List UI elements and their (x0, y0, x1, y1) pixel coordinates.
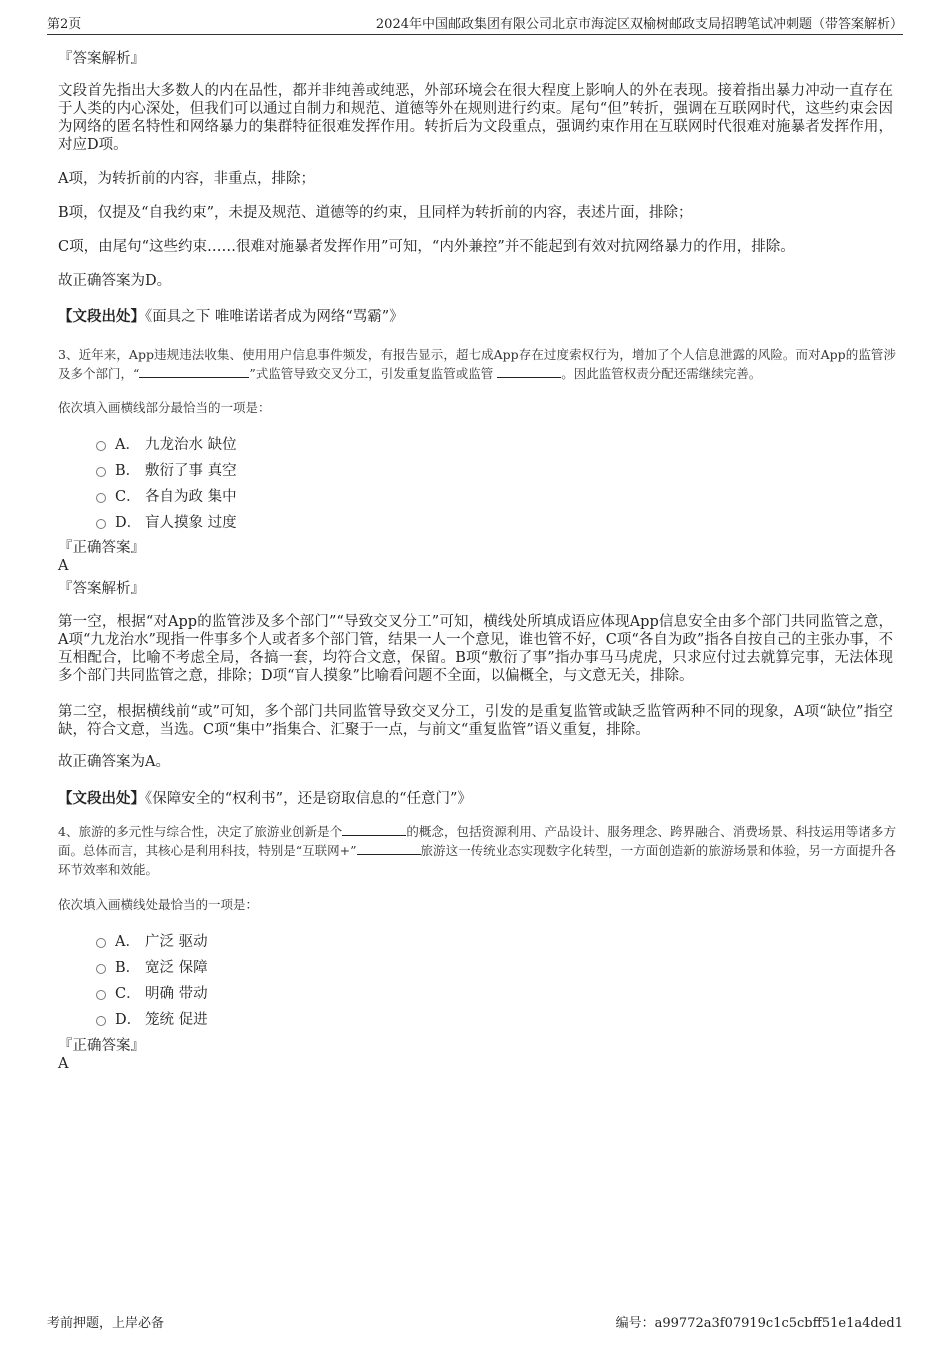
q2-analysis-p3: B项，仅提及“自我约束”，未提及规范、道德等的约束，且同样为转折前的内容，表述片面，排除； (58, 205, 693, 221)
q3-stem-part2: ”式监管导致交叉分工，引发重复监管或监管 (249, 366, 494, 381)
radio-icon[interactable] (96, 964, 106, 974)
q2-source-label: 【文段出处】 (58, 308, 145, 325)
q4-answer-label: 『正确答案』 (58, 1038, 145, 1054)
q3-stem-part1: 3、近年来，App违规违法收集、使用用户信息事件频发，有报告显示，超七成App存在过度索权行为，增加了个人信息泄露的风险。而对App的监管涉及多个部门，“ (58, 347, 896, 381)
q4-blank-1 (342, 823, 406, 836)
q4-instruction: 依次填入画横线处最恰当的一项是： (58, 897, 259, 912)
page-footer (47, 1312, 903, 1331)
q3-analysis-label: 『答案解析』 (58, 581, 145, 597)
q3-option-a-letter: A． (115, 437, 140, 453)
q3-answer-label: 『正确答案』 (58, 540, 145, 556)
q2-source (58, 305, 404, 326)
q4-option-c-letter: C． (115, 986, 141, 1002)
q4-option-a-text: 广泛 驱动 (145, 934, 208, 950)
q3-stem (58, 345, 896, 383)
q3-option-c[interactable] (96, 485, 237, 506)
q4-option-c-text: 明确 带动 (145, 986, 208, 1002)
document-title: 2024年中国邮政集团有限公司北京市海淀区双榆树邮政支局招聘笔试冲刺题（带答案解析） (375, 17, 903, 32)
q3-analysis-p2: 第二空，根据横线前“或”可知，多个部门共同监管导致交叉分工，引发的是重复监管或缺乏监管两种不同的现象，A项“缺位”指空缺，符合文意，当选。C项“集中”指集合、汇聚于一点，与前文“重复监管”语义重复，排除。 (58, 704, 893, 738)
q3-option-c-letter: C． (115, 489, 141, 505)
page-header (47, 14, 903, 35)
radio-icon[interactable] (96, 467, 106, 477)
q3-answer: A (58, 558, 69, 574)
q3-blank-1 (139, 365, 249, 378)
q4-option-b-text: 宽泛 保障 (145, 960, 208, 976)
q4-stem-part2: 的概念，包括资源利用、产品设计、服务理念、跨界融合、消费场景、科技运用等诸多方面。总体而言，其核心是利用科技，特别是“互联网+” (58, 824, 896, 858)
page-number: 第2页 (47, 17, 82, 32)
radio-icon[interactable] (96, 493, 106, 503)
q4-stem-part1: 4、旅游的多元性与综合性，决定了旅游业创新是个 (58, 824, 343, 839)
q3-option-b[interactable] (96, 459, 237, 480)
q4-option-d-letter: D． (115, 1012, 142, 1028)
q2-analysis-p4: C项，由尾句“这些约束……很难对施暴者发挥作用”可知，“内外兼控”并不能起到有效对抗网络暴力的作用，排除。 (58, 239, 795, 255)
q2-analysis-p2: A项，为转折前的内容，非重点，排除； (58, 171, 315, 187)
q2-analysis-p5: 故正确答案为D。 (58, 273, 172, 289)
q3-option-a-text: 九龙治水 缺位 (145, 437, 237, 453)
q3-option-a[interactable] (96, 433, 237, 454)
q3-option-d-letter: D． (115, 515, 142, 531)
q2-source-text: 《面具之下 唯唯诺诺者成为网络“骂霸”》 (145, 309, 404, 325)
q3-option-b-letter: B． (115, 463, 141, 479)
q2-analysis-label: 『答案解析』 (58, 51, 145, 67)
q3-option-d-text: 盲人摸象 过度 (145, 515, 237, 531)
radio-icon[interactable] (96, 441, 106, 451)
q4-stem (58, 822, 896, 879)
radio-icon[interactable] (96, 990, 106, 1000)
q4-blank-2 (357, 842, 421, 855)
q3-analysis-p3: 故正确答案为A。 (58, 754, 170, 770)
q3-instruction: 依次填入画横线部分最恰当的一项是： (58, 400, 271, 415)
q3-analysis-p1: 第一空，根据“对App的监管涉及多个部门”“导致交叉分工”可知，横线处所填成语应体现App信息安全由多个部门共同监管之意，A项“九龙治水”现指一件事多个人或者多个部门管，结果一人一个意见，谁也管不好，C项“各自为政”指各自按自己的主张办事，不互相配合，比喻不考虑全局，各搞一套，均符合文意，保留。B项“敷衍了事”指办事马马虎虎，只求应付过去就算完事，无法体现多个部门共同监管之意，排除；D项“盲人摸象”比喻看问题不全面，以偏概全，与文意无关，排除。 (58, 614, 893, 684)
q4-option-b[interactable] (96, 956, 208, 977)
radio-icon[interactable] (96, 519, 106, 529)
q4-option-a-letter: A． (115, 934, 140, 950)
radio-icon[interactable] (96, 1016, 106, 1026)
q4-answer: A (58, 1056, 69, 1072)
q3-stem-part3: 。因此监管权责分配还需继续完善。 (561, 366, 762, 381)
q3-option-b-text: 敷衍了事 真空 (145, 463, 237, 479)
q4-option-d[interactable] (96, 1008, 208, 1029)
q4-stem-part3: 旅游这一传统业态实现数字化转型，一方面创造新的旅游场景和体验，另一方面提升各环节效率和效能。 (58, 843, 896, 877)
q3-source-label: 【文段出处】 (58, 790, 145, 807)
q4-option-c[interactable] (96, 982, 208, 1003)
q3-source (58, 787, 472, 808)
q4-option-d-text: 笼统 促进 (145, 1012, 208, 1028)
q4-option-a[interactable] (96, 930, 208, 951)
q3-option-c-text: 各自为政 集中 (145, 489, 237, 505)
q2-analysis-p1: 文段首先指出大多数人的内在品性，都并非纯善或纯恶，外部环境会在很大程度上影响人的外在表现。接着指出暴力冲动一直存在于人类的内心深处，但我们可以通过自制力和规范、道德等外在规则进行约束。尾句“但”转折，强调在互联网时代，这些约束会因为网络的匿名特性和网络暴力的集群特征很难发挥作用。转折后为文段重点，强调约束作用在互联网时代很难对施暴者发挥作用，对应D项。 (58, 83, 893, 153)
document-id: 编号：a99772a3f07919c1c5cbff51e1a4ded1 (615, 1316, 903, 1331)
radio-icon[interactable] (96, 938, 106, 948)
q3-option-d[interactable] (96, 511, 237, 532)
q3-blank-2 (497, 365, 561, 378)
q3-source-text: 《保障安全的“权利书”，还是窃取信息的“任意门”》 (145, 791, 472, 807)
q4-option-b-letter: B． (115, 960, 141, 976)
footer-slogan: 考前押题，上岸必备 (47, 1316, 165, 1331)
